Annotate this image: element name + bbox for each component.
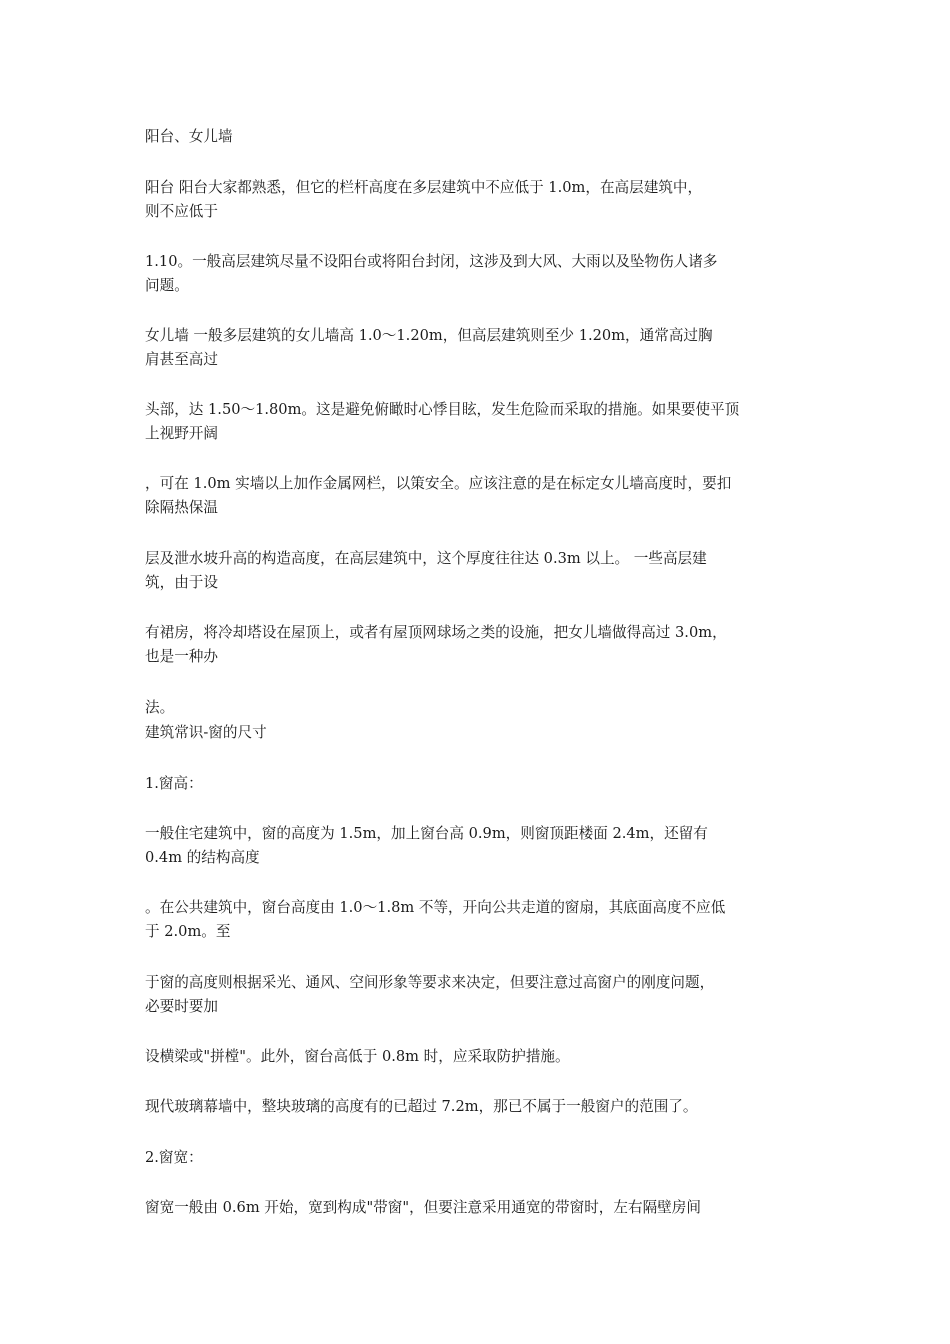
heading-balcony-parapet: 阳台、女儿墙 — [145, 128, 233, 145]
paragraph-line: 于窗的高度则根据采光、通风、空间形象等要求来决定，但要注意过高窗户的刚度问题， — [145, 974, 715, 991]
paragraph-line: 女儿墙 一般多层建筑的女儿墙高 1.0～1.20m，但高层建筑则至少 1.20m，通常高过胸 — [145, 327, 713, 344]
paragraph-line: 上视野开阔 — [145, 425, 218, 442]
paragraph-line: 法。 — [145, 699, 175, 716]
paragraph-line: 必要时要加 — [145, 998, 218, 1015]
paragraph-line: 一般住宅建筑中，窗的高度为 1.5m，加上窗台高 0.9m，则窗顶距楼面 2.4m，还留有 — [145, 825, 708, 842]
paragraph-line: 0.4m 的结构高度 — [145, 849, 260, 866]
paragraph-line: 设横梁或"拼樘"。此外，窗台高低于 0.8m 时，应采取防护措施。 — [145, 1048, 570, 1065]
paragraph-line: 有裙房，将冷却塔设在屋顶上，或者有屋顶网球场之类的设施，把女儿墙做得高过 3.0m， — [145, 624, 727, 641]
paragraph-line: 于 2.0m。至 — [145, 923, 231, 940]
paragraph-line: 则不应低于 — [145, 203, 218, 220]
subheading-window-width: 2.窗宽： — [145, 1149, 203, 1166]
paragraph-line: 阳台 阳台大家都熟悉，但它的栏杆高度在多层建筑中不应低于 1.0m，在高层建筑中， — [145, 179, 703, 196]
paragraph-line: 层及泄水坡升高的构造高度，在高层建筑中，这个厚度往往达 0.3m 以上。 一些高层建 — [145, 550, 707, 567]
paragraph-line: 肩甚至高过 — [145, 351, 218, 368]
paragraph-line: ，可在 1.0m 实墙以上加作金属网栏，以策安全。应该注意的是在标定女儿墙高度时，要扣 — [145, 475, 732, 492]
paragraph-line: 除隔热保温 — [145, 499, 218, 516]
paragraph-line: 窗宽一般由 0.6m 开始，宽到构成"带窗"，但要注意采用通宽的带窗时，左右隔壁房间 — [145, 1199, 701, 1216]
paragraph-line: 也是一种办 — [145, 648, 218, 665]
subheading-window-height: 1.窗高： — [145, 775, 203, 792]
paragraph-line: 头部，达 1.50～1.80m。这是避免俯瞰时心悸目眩，发生危险而采取的措施。如果要使平顶 — [145, 401, 740, 418]
paragraph-line: 筑，由于设 — [145, 574, 218, 591]
heading-window-size: 建筑常识-窗的尺寸 — [145, 724, 267, 741]
paragraph-line: 问题。 — [145, 277, 189, 294]
paragraph-line: 1.10。一般高层建筑尽量不设阳台或将阳台封闭，这涉及到大风、大雨以及坠物伤人诸多 — [145, 253, 718, 270]
paragraph-line: 现代玻璃幕墙中，整块玻璃的高度有的已超过 7.2m，那已不属于一般窗户的范围了。 — [145, 1098, 698, 1115]
paragraph-line: 。在公共建筑中，窗台高度由 1.0～1.8m 不等，开向公共走道的窗扇，其底面高度不应低 — [145, 899, 726, 916]
